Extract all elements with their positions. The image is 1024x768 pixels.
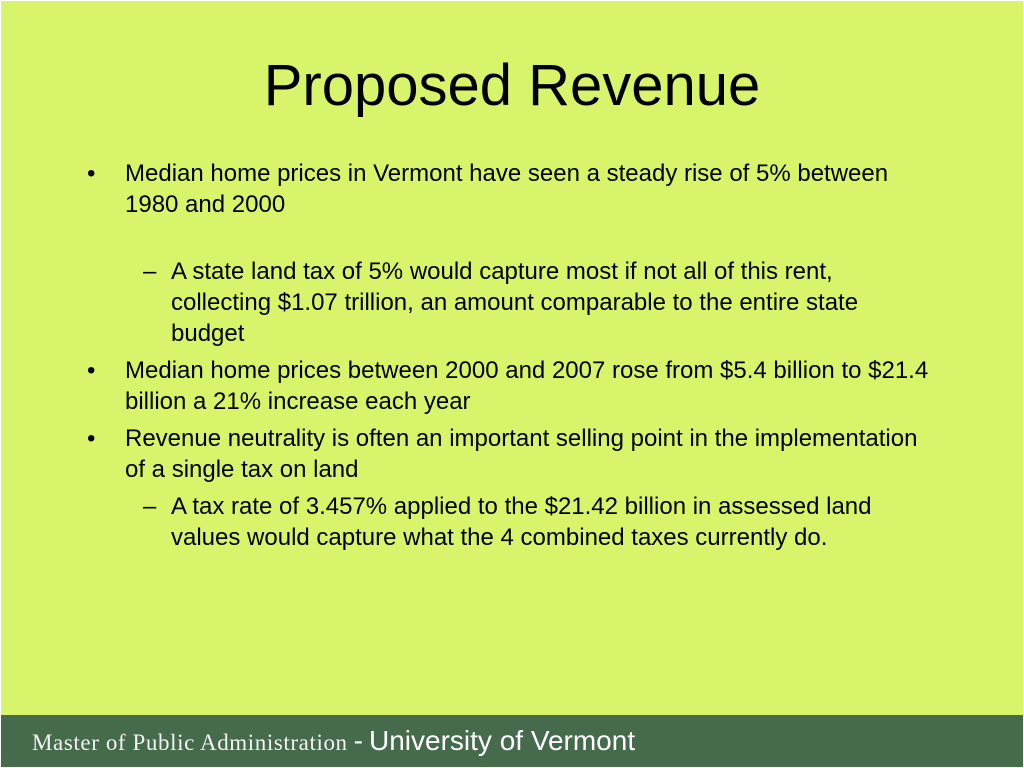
sub-bullet-marker: – [143,258,157,285]
slide-title: Proposed Revenue [263,53,761,118]
sub-bullet-item [1,491,1023,553]
sub-bullet-text: A state land tax of 5% would capture most if not all of this rent, collecting $1.07 trillion, an amount comparable to the entire state budget [171,258,859,347]
sub-bullet-item [1,256,1023,349]
bullet-text: Median home prices in Vermont have seen a steady rise of 5% between 1980 and 2000 [125,160,889,218]
bullet-marker: • [87,357,96,384]
footer-text [32,725,635,757]
bullet-item [1,355,1023,417]
footer-program-name: Master of Public Administration [32,730,348,755]
slide [1,1,1023,767]
bullet-marker: • [87,160,96,187]
sub-bullet-marker: – [143,493,157,520]
footer-separator: - [353,725,363,756]
bullet-text: Median home prices between 2000 and 2007 rose from $5.4 billion to $21.4 billion a 21% increase each year [125,357,929,415]
bullet-item [1,158,1023,220]
bullet-item [1,423,1023,485]
bullet-list [1,158,1023,553]
footer-bar [1,715,1023,767]
bullet-marker: • [87,425,96,452]
sub-bullet-text: A tax rate of 3.457% applied to the $21.42 billion in assessed land values would capture what the 4 combined taxes currently do. [171,493,872,551]
footer-university-name: University of Vermont [369,725,636,756]
bullet-text: Revenue neutrality is often an important selling point in the implementation of a single tax on land [125,425,918,483]
